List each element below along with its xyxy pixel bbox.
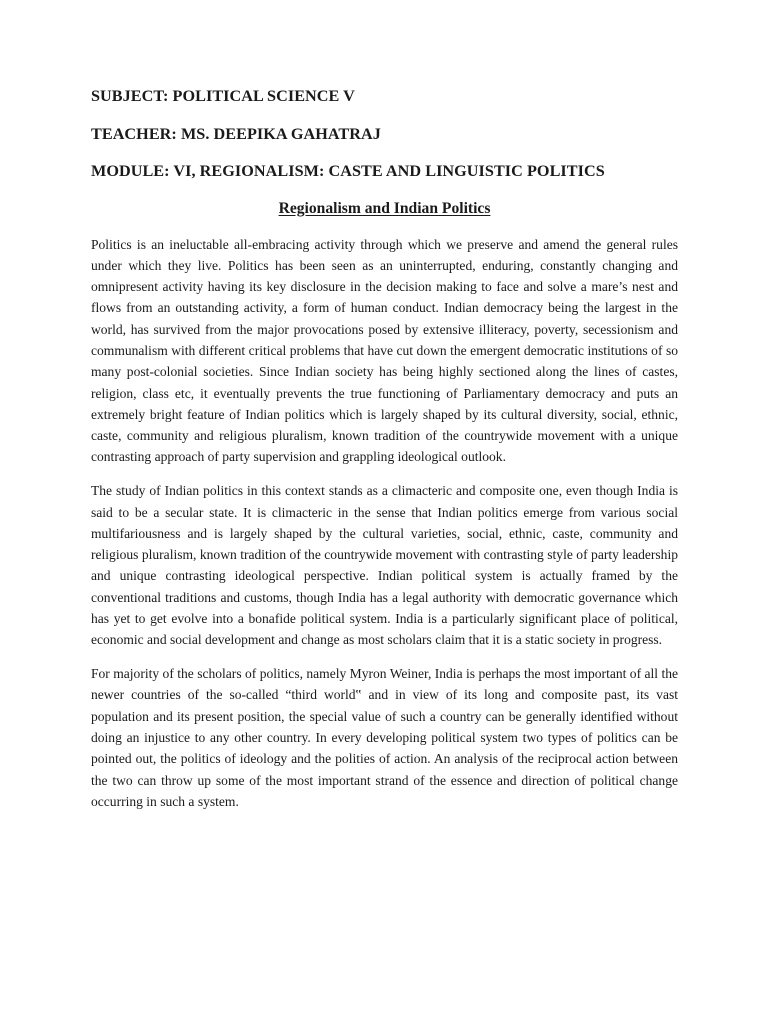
- teacher-line: TEACHER: MS. DEEPIKA GAHATRAJ: [91, 124, 381, 143]
- document-title: [91, 199, 678, 219]
- paragraph-3: For majority of the scholars of politics, namely Myron Weiner, India is perhaps the most important of all the newer countries of the so-called “third world‟ and in view of its long and composite past, its vast population and its present position, the special value of such a country can be generally identified without doing an injustice to any other country. In every developing political system two types of politics can be pointed out, the politics of ideology and the polities of action. An analysis of the reciprocal action between the two can throw up some of the most important strand of the essence and direction of political change occurring in such a system.: [91, 666, 678, 809]
- document-page: [91, 86, 678, 825]
- paragraph-2: The study of Indian politics in this context stands as a climacteric and composite one, even though India is said to be a secular state. It is climacteric in the sense that Indian politics emerge from various social multifariousness and is largely shaped by the cultural varieties, social, ethnic, caste, community and religious pluralism, known tradition of the countrywide movement with contrasting style of party leadership and unique contrasting ideological perspective. Indian political system is actually framed by the conventional traditions and customs, though India has a legal authority with democratic governance which has yet to get evolve into a bonafide political system. India is a particularly significant place of political, economic and social development and change as most scholars claim that it is a static society in progress.: [91, 483, 678, 648]
- paragraph-1: Politics is an ineluctable all-embracing activity through which we preserve and amend the general rules under which they live. Politics has been seen as an uninterrupted, enduring, constantly changing and omnipresent activity having its key disclosure in the decision making to face and solve a mare’s nest and flows from an outstanding activity, a form of human conduct. Indian democracy being the largest in the world, has survived from the major provocations posed by extensive illiteracy, poverty, secessionism and communalism with different critical problems that have cut down the emergent democratic institutions of so many post-colonial societies. Since Indian society has being highly sectioned along the lines of castes, religion, class etc, it eventually prevents the true functioning of Parliamentary democracy and puts an extremely bright feature of Indian politics which is largely shaped by its cultural diversity, social, ethnic, caste, community and religious pluralism, known tradition of the countrywide movement with a unique contrasting approach of party supervision and grappling ideological outlook.: [91, 236, 678, 465]
- subject-line: SUBJECT: POLITICAL SCIENCE V: [91, 87, 355, 105]
- document-title-text: Regionalism and Indian Politics: [278, 199, 491, 217]
- module-line: MODULE: VI, REGIONALISM: CASTE AND LINGUISTIC POLITICS: [91, 162, 605, 180]
